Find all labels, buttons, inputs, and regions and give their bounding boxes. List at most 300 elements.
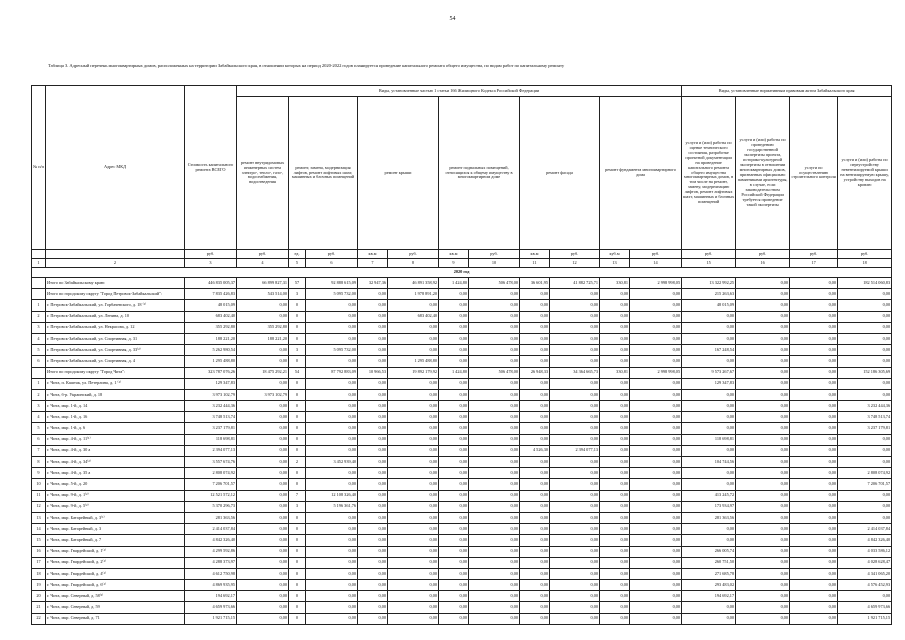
value-cell: 413 245,72 [682,490,736,501]
index-cell: 16 [736,259,790,268]
table-row [32,568,892,579]
value-cell: 0,00 [790,613,838,624]
value-cell: 0,00 [790,445,838,456]
value-cell: 0,00 [630,345,682,356]
address-cell: г. Чита, мкр. 9-й, д. 1⁽²⁾ [46,490,185,501]
value-cell: 0,00 [237,512,289,523]
value-cell: 0,00 [682,412,736,423]
value-cell: 0,00 [306,546,358,557]
value-cell: 0,00 [550,300,600,311]
value-cell: 0,00 [736,512,790,523]
value-cell: 0,00 [790,591,838,602]
value-cell: 0,00 [388,580,439,591]
address-cell: г. Петровск-Забайкальский, ул. Спортивная, д. 33⁽²⁾ [46,345,185,356]
address-cell: г. Чита, мкр. 1-й, д. 16 [46,412,185,423]
address-cell: г. Чита, мкр. 9-й, д. 5⁽²⁾ [46,501,185,512]
index-cell: 2 [46,259,185,268]
table-row [32,300,892,311]
value-cell: 0,00 [630,412,682,423]
table-caption: Таблица 3. Адресный перечень многоквартирных домов, расположенных на территории Забайкальского края, в отношении которых на период 2020-2022 годов планируется проведение капитального ремонта общего имущества, по видам работ по капитальному ремонту [48,63,565,68]
value-cell: 4 288 373,97 [185,557,237,568]
row-number-cell: 12 [32,501,46,512]
value-cell: 36 601,95 [520,278,550,289]
value-cell: 4 659 973,66 [838,602,892,613]
value-cell: 1 295 488,80 [185,356,237,367]
value-cell: 0,00 [439,300,469,311]
value-cell: 0,00 [237,378,289,389]
value-cell: 0,00 [600,501,630,512]
value-cell: 0,00 [550,289,600,300]
value-cell: 0,00 [736,423,790,434]
value-cell: 281 363,56 [682,512,736,523]
value-cell: 0,00 [306,524,358,535]
value-cell: 0,00 [439,512,469,523]
value-cell: 0,00 [682,423,736,434]
value-cell: 1 295 488,80 [388,356,439,367]
value-cell: 0,00 [469,389,520,400]
row-number-cell: 2 [32,389,46,400]
address-cell: г. Чита, мкр. 4-й, д. 11⁽¹⁾ [46,434,185,445]
value-cell: 0,00 [469,300,520,311]
value-cell: 3 232 444,36 [185,401,237,412]
value-cell: 0,00 [630,613,682,624]
value-cell: 0,00 [630,557,682,568]
value-cell: 0,00 [790,412,838,423]
value-cell: 0,00 [469,445,520,456]
value-cell: 0,00 [358,412,388,423]
value-cell: 0,00 [600,468,630,479]
value-cell: 5 095 732,00 [306,345,358,356]
value-cell: 32 947,36 [358,278,388,289]
value-cell: 0,00 [550,345,600,356]
subtotal-row [32,278,892,289]
value-cell: 0,00 [630,457,682,468]
index-cell: 5 [289,259,306,268]
value-cell: 0,00 [736,580,790,591]
value-cell: 3 [289,345,306,356]
value-cell: 46 891 358,92 [388,278,439,289]
address-cell: г. Петровск-Забайкальский, ул. Горбачевского, д. 18 ⁽¹⁾ [46,300,185,311]
value-cell: 188 221,20 [185,333,237,344]
value-cell: 0,00 [630,490,682,501]
value-cell: 0,00 [306,412,358,423]
value-cell: 0,00 [520,512,550,523]
value-cell: 0,00 [550,613,600,624]
value-cell: 0,00 [469,322,520,333]
table-row [32,591,892,602]
value-cell: 0,00 [237,423,289,434]
value-cell: 0,00 [790,524,838,535]
value-cell: 266 005,74 [682,546,736,557]
value-cell: 0,00 [790,602,838,613]
value-cell: 0 [289,378,306,389]
value-cell: 0,00 [358,423,388,434]
value-cell: 0,00 [439,602,469,613]
value-cell: 0,00 [388,591,439,602]
address-cell: г. Чита, мкр. Гвардейский, д. 6⁽¹⁾ [46,580,185,591]
value-cell: 0,00 [838,445,892,456]
value-cell: 0,00 [682,322,736,333]
table-row [32,535,892,546]
index-cell: 3 [185,259,237,268]
address-cell: Итого по городскому округу "Город Петровск-Забайкальский": [46,289,185,300]
table-row [32,423,892,434]
row-number-cell: 22 [32,613,46,624]
value-cell: 0,00 [838,512,892,523]
table-body [32,268,892,625]
value-cell: 0,00 [550,457,600,468]
value-cell: 0,00 [736,501,790,512]
index-cell: 8 [388,259,439,268]
value-cell: 0,00 [388,568,439,579]
value-cell: 0,00 [790,401,838,412]
value-cell: 0,00 [306,423,358,434]
index-cell: 10 [469,259,520,268]
value-cell: 0,00 [469,468,520,479]
value-cell: 5 262 980,54 [185,345,237,356]
value-cell: 0,00 [306,535,358,546]
value-cell: 0,00 [388,501,439,512]
value-cell: 0,00 [550,535,600,546]
value-cell: 0,00 [790,468,838,479]
value-cell: 0,00 [600,401,630,412]
value-cell: 0 [289,423,306,434]
value-cell: 0,00 [358,501,388,512]
address-cell: г. Чита, мкр. Северный, д. 71 [46,613,185,624]
value-cell: 0 [289,389,306,400]
value-cell: 0,00 [388,389,439,400]
value-cell: 0,00 [736,479,790,490]
row-number-cell: 14 [32,524,46,535]
value-cell: 0,00 [600,602,630,613]
value-cell: 2 414 037,84 [838,524,892,535]
value-cell: 0,00 [736,311,790,322]
value-cell: 3 237 179,81 [838,423,892,434]
value-cell: 3 557 674,76 [185,457,237,468]
value-cell: 0,00 [388,423,439,434]
value-cell: 0,00 [790,378,838,389]
value-cell: 2 394 077,13 [550,445,600,456]
value-cell: 4 842 326,40 [185,535,237,546]
value-cell: 0,00 [469,568,520,579]
value-cell: 3 748 513,74 [185,412,237,423]
value-cell: 0,00 [550,591,600,602]
value-cell: 0,00 [306,401,358,412]
value-cell: 0,00 [237,501,289,512]
value-cell: 0,00 [600,389,630,400]
value-cell: 0,00 [306,602,358,613]
value-cell: 683 402,40 [185,311,237,322]
column-index-row [32,259,892,268]
table-row [32,501,892,512]
value-cell: 0,00 [550,524,600,535]
value-cell: 0,00 [550,468,600,479]
value-cell: 215 263,63 [682,289,736,300]
value-cell: 0,00 [520,501,550,512]
value-cell: 0,00 [439,378,469,389]
value-cell: 0,00 [736,445,790,456]
value-cell: 0 [289,568,306,579]
value-cell: 2 394 077,13 [185,445,237,456]
value-cell: 0,00 [736,468,790,479]
value-cell: 0,00 [237,524,289,535]
value-cell: 0,00 [388,333,439,344]
value-cell: 0 [289,535,306,546]
value-cell: 0,00 [358,401,388,412]
address-cell: Итого по Забайкальскому краю: [46,278,185,289]
value-cell: 0 [289,300,306,311]
value-cell: 0,00 [439,580,469,591]
year-label: 2020 год [32,268,892,278]
value-cell: 0,00 [358,490,388,501]
row-number-cell: 10 [32,479,46,490]
row-number-cell [32,367,46,378]
value-cell: 0,00 [520,345,550,356]
unit-cell: руб. [185,250,237,259]
value-cell: 0,00 [838,490,892,501]
value-cell: 0,00 [550,389,600,400]
value-cell: 0,00 [600,333,630,344]
unit-cell: руб. [550,250,600,259]
value-cell: 0,00 [469,345,520,356]
value-cell: 543 514,00 [237,289,289,300]
table-row [32,512,892,523]
index-cell: 18 [838,259,892,268]
value-cell: 0,00 [736,278,790,289]
value-cell: 0,00 [306,512,358,523]
value-cell: 34 364 665,73 [550,367,600,378]
value-cell: 0,00 [838,591,892,602]
value-cell: 0,00 [237,580,289,591]
value-cell: 506 478,00 [469,367,520,378]
value-cell: 0,00 [469,490,520,501]
value-cell: 0,00 [736,524,790,535]
value-cell: 0,00 [237,468,289,479]
value-cell: 0,00 [600,322,630,333]
value-cell: 0,00 [630,378,682,389]
index-cell: 12 [550,259,600,268]
value-cell: 506 478,00 [469,278,520,289]
value-cell: 182 514 060,83 [838,278,892,289]
value-cell: 3 [289,501,306,512]
value-cell: 0,00 [600,535,630,546]
value-cell: 0,00 [520,490,550,501]
value-cell: 0,00 [388,434,439,445]
value-cell: 0,00 [736,345,790,356]
value-cell: 0,00 [358,591,388,602]
value-cell: 0,00 [600,423,630,434]
design-documentation-column-header: услуги и (или) работы по оценке технического состояния, разработке проектной документации на проведение капитального ремонта общего имущества многоквартирных домов, в том числе на ремонт, замену, модернизацию лифтов, ремонт лифтовых шахт, машинных и блочных помещений [682,97,736,250]
address-cell: г. Петровск-Забайкальский, ул. Спортивная, д. 31 [46,333,185,344]
value-cell: 7 [289,490,306,501]
num-column-header: № п/п [32,86,46,250]
value-cell: 0,00 [439,557,469,568]
value-cell: 0,00 [736,490,790,501]
value-cell: 0,00 [736,322,790,333]
value-cell: 0,00 [736,356,790,367]
value-cell: 0,00 [520,311,550,322]
value-cell: 0,00 [439,479,469,490]
value-cell: 0,00 [388,512,439,523]
value-cell: 0,00 [439,412,469,423]
value-cell: 2 998 998,05 [630,278,682,289]
value-cell: 3 452 939,40 [306,457,358,468]
value-cell: 4 526,30 [520,445,550,456]
row-number-cell: 6 [32,434,46,445]
row-number-cell: 5 [32,423,46,434]
value-cell: 2 808 074,92 [838,468,892,479]
value-cell: 0 [289,613,306,624]
value-cell: 0,00 [469,457,520,468]
value-cell: 0,00 [550,311,600,322]
value-cell: 0,00 [237,401,289,412]
value-cell: 0,00 [600,524,630,535]
value-cell: 0,00 [630,322,682,333]
value-cell: 4 659 973,66 [185,602,237,613]
value-cell: 0,00 [439,501,469,512]
value-cell: 0,00 [600,568,630,579]
value-cell: 0,00 [520,300,550,311]
value-cell: 0,00 [790,479,838,490]
year-row [32,268,892,278]
address-cell: г. Чита, мкр. Северный, д. 59 [46,602,185,613]
value-cell: 0,00 [520,591,550,602]
value-cell: 0,00 [306,479,358,490]
value-cell: 2 [289,457,306,468]
value-cell: 0,00 [306,468,358,479]
engineering-systems-column-header: ремонт внутридомовых инженерных систем электро-, тепло-, газо-, водоснабжения, водоотведения [237,97,289,250]
value-cell: 0,00 [469,512,520,523]
value-cell: 0,00 [682,445,736,456]
value-cell: 0,00 [520,602,550,613]
value-cell: 3 973 102,79 [185,389,237,400]
value-cell: 260 751,50 [682,557,736,568]
value-cell: 87 792 883,09 [306,367,358,378]
value-cell: 0,00 [237,479,289,490]
value-cell: 0,00 [306,557,358,568]
regional-works-group-header: Виды, установленные нормативным правовым актом Забайкальского края [682,86,892,97]
value-cell: 355 292,80 [237,322,289,333]
value-cell: 0,00 [520,457,550,468]
value-cell: 446 835 005,37 [185,278,237,289]
value-cell: 0,00 [630,535,682,546]
value-cell: 0,00 [550,333,600,344]
value-cell: 0,00 [388,300,439,311]
value-cell: 0,00 [790,311,838,322]
value-cell: 0,00 [838,322,892,333]
value-cell: 0,00 [550,412,600,423]
value-cell: 4 842 326,40 [838,535,892,546]
value-cell: 0 [289,602,306,613]
value-cell: 0,00 [550,501,600,512]
value-cell: 0,00 [306,322,358,333]
unit-cell: руб. [682,250,736,259]
value-cell: 0,00 [630,423,682,434]
table-row [32,378,892,389]
value-cell: 0,00 [469,356,520,367]
unit-cell: руб. [790,250,838,259]
value-cell: 0,00 [790,322,838,333]
value-cell: 3 973 102,79 [237,389,289,400]
table-row [32,602,892,613]
value-cell: 0,00 [469,423,520,434]
value-cell: 0,00 [838,389,892,400]
value-cell: 0,00 [306,300,358,311]
value-cell: 5 196 361,76 [306,501,358,512]
value-cell: 0,00 [838,378,892,389]
address-cell: г. Чита, мкр. 4-й, д. 30 а [46,445,185,456]
unit-cell: куб.м [600,250,630,259]
value-cell: 0,00 [237,613,289,624]
address-cell: г. Чита, мкр. Гвардейский, д. 2⁽¹⁾ [46,557,185,568]
value-cell: 0,00 [237,300,289,311]
row-number-cell: 7 [32,445,46,456]
value-cell: 0,00 [358,445,388,456]
value-cell: 0 [289,401,306,412]
table-row [32,613,892,624]
value-cell: 0,00 [358,512,388,523]
value-cell: 0,00 [358,389,388,400]
state-expertise-column-header: услуги и (или) работы по проведению государственной экспертизы проекта, историко-культурной экспертизы в отношении многоквартирных домов, признанных официально памятниками архитектуры, в случае, если законодательством Российской Федерации требуется проведение такой экспертизы [736,97,790,250]
value-cell: 0,00 [790,490,838,501]
row-number-cell: 9 [32,468,46,479]
value-cell: 4 612 750,98 [185,568,237,579]
roof-ventilation-column-header: услуги и (или) работы по переустройству невентилируемой крыши на вентилируемую крышу, устройству выходов на кровлю [838,97,892,250]
value-cell: 0,00 [630,602,682,613]
value-cell: 0,00 [388,557,439,568]
value-cell: 0,00 [469,479,520,490]
value-cell: 0,00 [306,389,358,400]
value-cell: 0,00 [388,546,439,557]
table-row [32,445,892,456]
value-cell: 0,00 [630,333,682,344]
value-cell: 0,00 [358,457,388,468]
value-cell: 0,00 [439,345,469,356]
unit-cell: кв.м [439,250,469,259]
value-cell: 0,00 [388,490,439,501]
total-cost-column-header: Стоимость капитального ремонта ВСЕГО [185,86,237,250]
value-cell: 0,00 [838,434,892,445]
value-cell: 0,00 [600,434,630,445]
value-cell: 0,00 [630,401,682,412]
value-cell: 293 483,02 [682,580,736,591]
address-cell: г. Чита, мкр. Батарейный, д. 3 [46,524,185,535]
value-cell: 0,00 [439,401,469,412]
value-cell: 0,00 [439,591,469,602]
value-cell: 0,00 [306,311,358,322]
value-cell: 0,00 [790,356,838,367]
foundation-column-header: ремонт фундамента многоквартирного дома [600,97,682,250]
table-row [32,457,892,468]
value-cell: 0,00 [790,289,838,300]
value-cell: 0,00 [838,289,892,300]
value-cell: 330,81 [600,278,630,289]
value-cell: 0,00 [682,613,736,624]
value-cell: 0,00 [550,322,600,333]
value-cell: 0 [289,479,306,490]
row-number-cell: 8 [32,457,46,468]
value-cell: 0,00 [550,512,600,523]
value-cell: 0 [289,580,306,591]
value-cell: 0,00 [630,580,682,591]
value-cell: 0,00 [790,345,838,356]
value-cell: 1 424,80 [439,367,469,378]
value-cell: 0,00 [306,445,358,456]
value-cell: 0,00 [388,401,439,412]
address-cell: г. Петровск-Забайкальский, ул. Ленина, д. 10 [46,311,185,322]
row-number-cell: 13 [32,512,46,523]
unit-cell: руб. [838,250,892,259]
